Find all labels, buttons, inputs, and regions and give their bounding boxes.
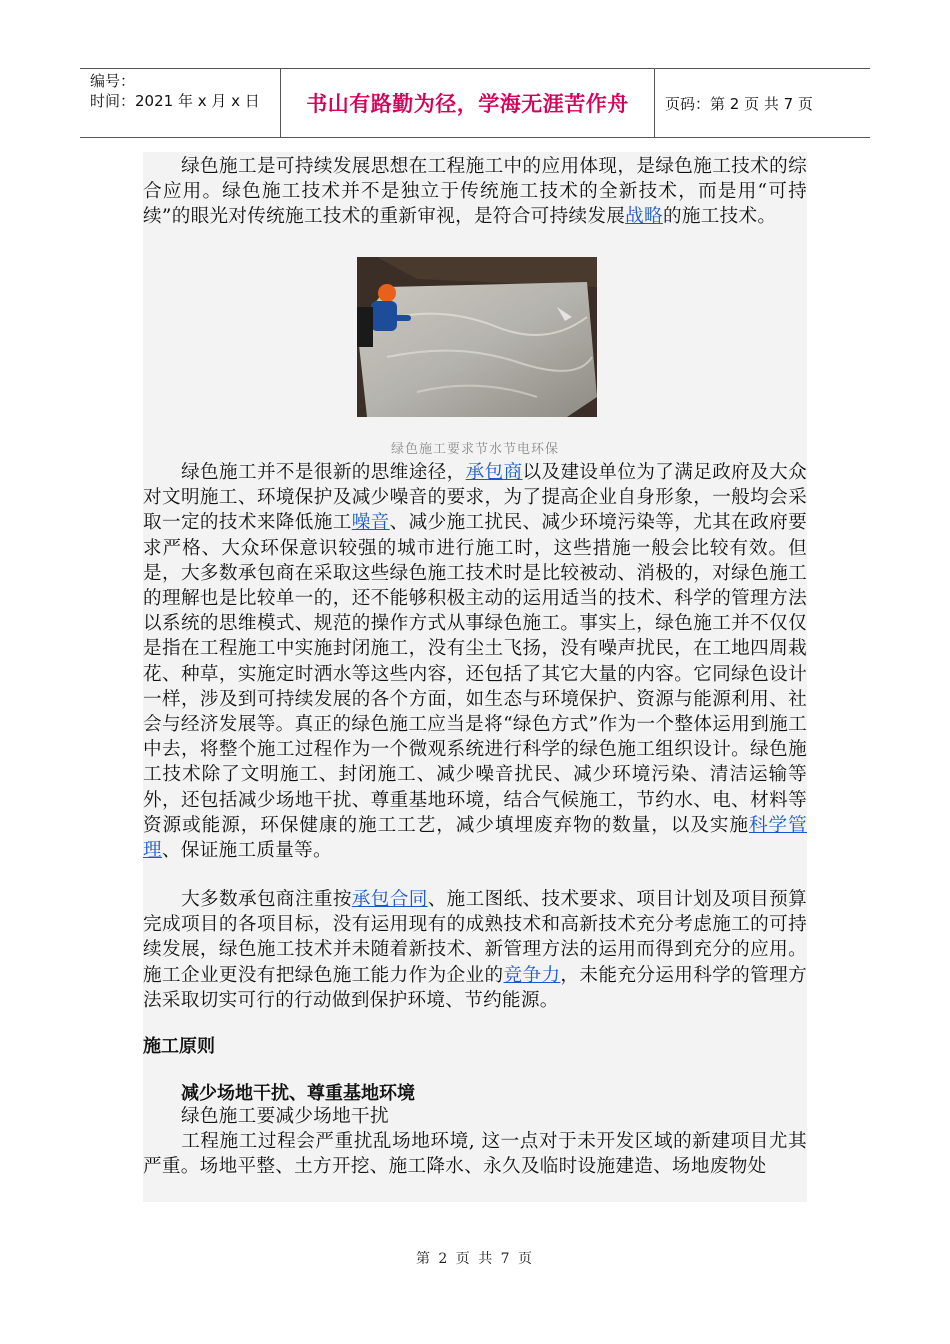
link-competitiveness[interactable]: 竞争力	[503, 964, 561, 986]
header-motto: 书山有路勤为径，学海无涯苦作舟	[281, 69, 655, 137]
construction-photo	[357, 257, 597, 417]
para2-text-a: 绿色施工并不是很新的思维途径，	[181, 462, 466, 483]
number-label: 编号：	[90, 72, 136, 90]
link-scientific-management[interactable]: 科学管理	[143, 814, 807, 862]
para1-text-end: 的施工技术。	[662, 206, 777, 228]
link-contractor[interactable]: 承包商	[465, 462, 523, 483]
para5-text: 工程施工过程会严重扰乱场地环境, 这一点对于未开发区域的新建项目尤其严重。场地平整、土方开挖、施工降水、永久及临时设施建造、场地废物处	[143, 1131, 807, 1178]
date-label: 时间：2021 年 x 月 x 日	[90, 92, 260, 110]
paragraph-3	[143, 887, 807, 1013]
header-meta	[80, 69, 281, 137]
para1-text: 绿色施工是可持续发展思想在工程施工中的应用体现，是绿色施工技术的综合应用。绿色施工技术并不是独立于传统施工技术的全新技术，而是用“可持续”的眼光对传统施工技术的重新审视，是符合可持续发展	[143, 156, 807, 228]
para2-text-b: 以及建设单位为了满足政府及大众对文明施工、环境保护及减少噪音的要求，为了提高企业自身形象，一般均会采取一定的技术来降低施工	[143, 462, 807, 534]
paragraph-4	[143, 1104, 807, 1129]
para2-text-c: 、减少施工扰民、减少环境污染等，尤其在政府要求严格、大众环保意识较强的城市进行施工时，这些措施一般会比较有效。但是，大多数承包商在采取这些绿色施工技术时是比较被动、消极的，对绿色施工的理解也是比较单一的，还不能够积极主动的运用适当的技术、科学的管理方法以系统的思维模式、规范的操作方式从事绿色施工。事实上，绿色施工并不仅仅是指在工程施工中实施封闭施工，没有尘土飞扬，没有噪声扰民，在工地四周栽花、种草，实施定时洒水等这些内容，还包括了其它大量的内容。它同绿色设计一样，涉及到可持续发展的各个方面，如生态与环境保护、资源与能源利用、社会与经济发展等。真正的绿色施工应当是将“绿色方式”作为一个整体运用到施工中去，将整个施工过程作为一个微观系统进行科学的绿色施工组织设计。绿色施工技术除了文明施工、封闭施工、减少噪音扰民、减少环境污染、清洁运输等外，还包括减少场地干扰、尊重基地环境，结合气候施工，节约水、电、材料等资源或能源，环保健康的施工工艺，减少填埋废弃物的数量，以及实施	[143, 512, 807, 836]
para3-text-c: ，未能充分运用科学的管理方法采取切实可行的行动做到保护环境、节约能源。	[143, 964, 807, 1011]
page-header	[80, 68, 870, 138]
section-heading: 施工原则	[143, 1036, 215, 1057]
link-noise[interactable]: 噪音	[351, 512, 390, 534]
para3-text-b: 、施工图纸、技术要求、项目计划及项目预算完成项目的各项目标，没有运用现有的成熟技术和高新技术充分考虑施工的可持续发展，绿色施工技术并未随着新技术、新管理方法的运用而得到充分的应用。施工企业更没有把绿色施工能力作为企业的	[143, 889, 807, 986]
link-contract[interactable]: 承包合同	[351, 889, 428, 910]
paragraph-2	[143, 460, 807, 863]
paragraph-1	[143, 154, 807, 230]
page-footer: 第 2 页 共 7 页	[415, 1251, 535, 1267]
subsection-heading: 减少场地干扰、尊重基地环境	[181, 1083, 415, 1104]
photo-illustration	[357, 257, 597, 417]
paragraph-5	[143, 1129, 807, 1179]
para4-text: 绿色施工要减少场地干扰	[181, 1106, 389, 1127]
figure-caption: 绿色施工要求节水节电环保	[390, 442, 559, 457]
header-page-info: 页码：第 2 页 共 7 页	[665, 94, 813, 113]
content-area	[143, 152, 807, 1202]
para3-text-a: 大多数承包商注重按	[181, 889, 352, 910]
link-strategy[interactable]: 战略	[625, 206, 663, 228]
para2-text-d: 、保证施工质量等。	[161, 840, 332, 862]
